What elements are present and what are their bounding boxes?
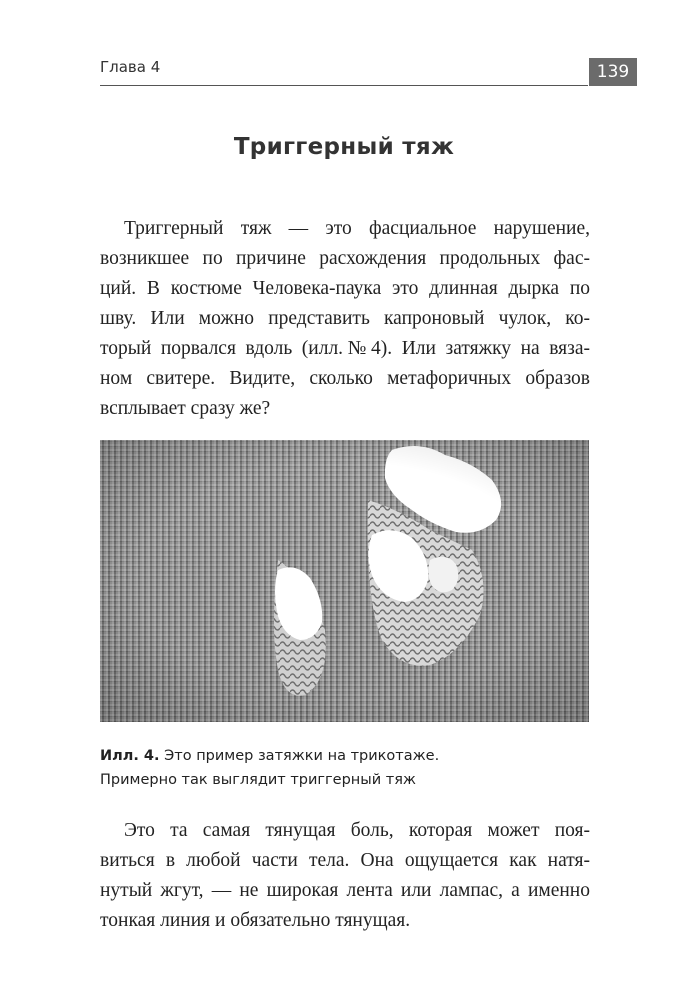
paragraph-line: Триггерный тяж — это фасциальное нарушение,	[124, 218, 590, 239]
header-rule	[100, 85, 588, 86]
paragraph-line: тонкая линия и обязательно тянущая.	[100, 910, 411, 931]
running-head-chapter: Глава 4	[100, 58, 161, 76]
caption-text-line1: Это пример затяжки на трикотаже.	[164, 748, 440, 764]
paragraph-line: Это та самая тянущая боль, которая может поя-	[124, 820, 590, 841]
section-title: Триггерный тяж	[233, 134, 455, 160]
knit-fabric-photo	[100, 440, 589, 722]
paragraph-line: виться в любой части тела. Она ощущается как натя-	[100, 850, 590, 871]
paragraph-line: ций. В костюме Человека-паука это длинная дырка по	[100, 278, 590, 299]
paragraph-line: всплывает сразу же?	[100, 398, 271, 419]
paragraph-line: нутый жгут, — не широкая лента или лампас, а именно	[100, 880, 590, 901]
paragraph-line: торый порвался вдоль (илл.№4). Или затяжку на вяза-	[100, 338, 590, 359]
page-number: 139	[589, 58, 637, 86]
caption-label: Илл. 4.	[100, 748, 160, 764]
paragraph-2	[100, 816, 590, 936]
caption-text-line2: Примерно так выглядит триггерный тяж	[100, 772, 416, 788]
paragraph-line: ном свитере. Видите, сколько метафоричных образов	[100, 368, 590, 389]
paragraph-line: возникшее по причине расхождения продольных фас-	[100, 248, 590, 269]
paragraph-line: шву. Или можно представить капроновый чулок, ко-	[100, 308, 590, 329]
knit-holes-illustration	[100, 440, 589, 722]
figure-caption	[100, 744, 590, 792]
paragraph-1	[100, 214, 590, 424]
